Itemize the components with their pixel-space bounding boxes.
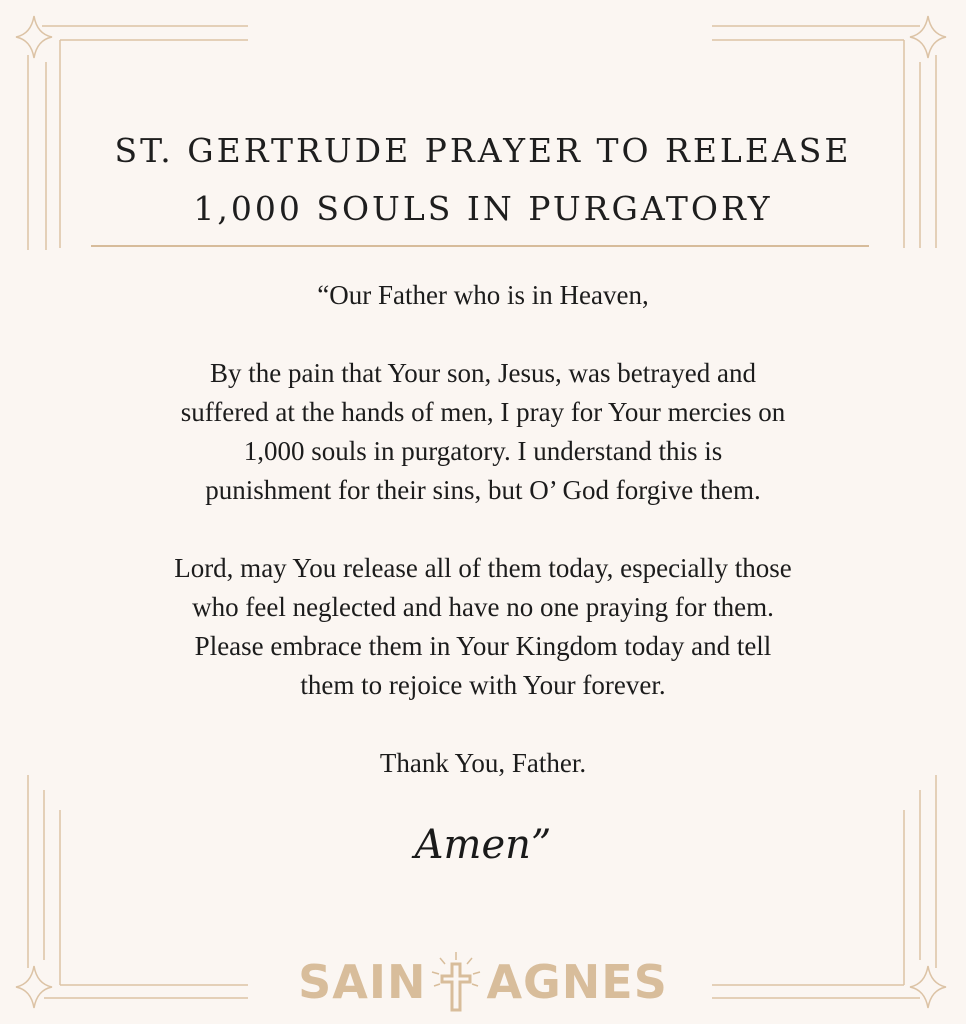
prayer-opening: “Our Father who is in Heaven,: [317, 280, 649, 310]
brand-logo: [0, 950, 966, 1014]
prayer-paragraph-1-line: By the pain that Your son, Jesus, was betrayed and: [210, 358, 756, 388]
prayer-paragraph-1-line: suffered at the hands of men, I pray for Your mercies on: [180, 397, 786, 427]
title-line-2: 1,000 SOULS IN PURGATORY: [193, 189, 773, 228]
prayer-paragraph-2-line: who feel neglected and have no one praying for them.: [192, 592, 774, 622]
logo-text-right: AGNES: [486, 955, 668, 1009]
prayer-amen: Amen”: [414, 822, 552, 868]
title-line-1: ST. GERTRUDE PRAYER TO RELEASE: [114, 131, 852, 170]
title-divider: [91, 245, 869, 247]
prayer-text: [80, 276, 886, 783]
logo-text-left: SAIN: [298, 955, 427, 1009]
cross-icon: [428, 950, 484, 1014]
prayer-paragraph-2-line: Please embrace them in Your Kingdom today and tell: [194, 631, 772, 661]
prayer-paragraph-1-line: 1,000 souls in purgatory. I understand this is: [243, 436, 723, 466]
prayer-paragraph-2-line: them to rejoice with Your forever.: [300, 670, 666, 700]
prayer-paragraph-2-line: Lord, may You release all of them today, especially those: [174, 553, 792, 583]
page-title: [0, 122, 966, 238]
prayer-closing: Thank You, Father.: [379, 748, 587, 778]
prayer-paragraph-1-line: punishment for their sins, but O’ God forgive them.: [205, 475, 761, 505]
